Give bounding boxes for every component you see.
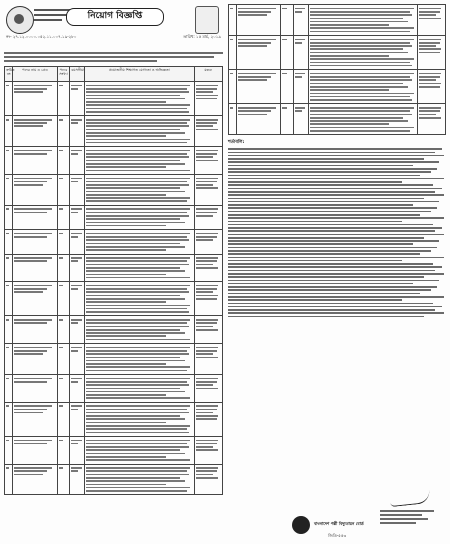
board-logo-icon — [6, 6, 34, 34]
table-row — [5, 282, 223, 316]
cell-qualification — [85, 116, 195, 147]
cell-post — [13, 205, 57, 229]
terms-section — [228, 139, 446, 317]
cell-age — [293, 35, 308, 69]
cell-serial — [229, 35, 237, 69]
cell-serial — [5, 254, 13, 282]
cell-remarks — [417, 5, 445, 36]
right-column — [228, 4, 446, 540]
table-row — [5, 230, 223, 254]
cell-serial — [5, 147, 13, 175]
cell-count — [57, 82, 70, 116]
cell-age — [293, 70, 308, 104]
cell-serial — [5, 205, 13, 229]
gd-number: জিডি-৫৫৩ — [328, 533, 347, 538]
cell-count — [281, 70, 294, 104]
cell-remarks — [194, 344, 222, 375]
table-row — [5, 344, 223, 375]
cell-qualification — [85, 205, 195, 229]
table-row — [229, 70, 446, 104]
table-row — [5, 374, 223, 402]
cell-qualification — [85, 82, 195, 116]
cell-count — [57, 147, 70, 175]
cell-remarks — [194, 116, 222, 147]
cell-age — [70, 254, 85, 282]
cell-post — [13, 436, 57, 464]
cell-serial — [5, 82, 13, 116]
notice-title: নিয়োগ বিজ্ঞপ্তি — [66, 8, 164, 26]
cell-post — [237, 104, 281, 135]
cell-serial — [229, 104, 237, 135]
cell-count — [57, 464, 70, 495]
cell-count — [57, 344, 70, 375]
cell-remarks — [194, 464, 222, 495]
memo-number: নং- ২৭.১২.০০০০.০৫২.১১.০০৭.১৯-২৮০ — [6, 34, 77, 39]
cell-age — [70, 174, 85, 205]
table-row — [5, 205, 223, 229]
cell-serial — [5, 174, 13, 205]
col-header-remarks: মন্তব্য — [194, 67, 222, 82]
table-row — [5, 116, 223, 147]
cell-post — [237, 70, 281, 104]
cell-remarks — [194, 205, 222, 229]
cell-age — [70, 230, 85, 254]
signature-block — [374, 490, 444, 530]
cell-remarks — [194, 254, 222, 282]
cell-qualification — [85, 147, 195, 175]
cell-remarks — [194, 316, 222, 344]
cell-age — [70, 464, 85, 495]
cell-qualification — [85, 436, 195, 464]
cell-post — [237, 35, 281, 69]
cell-age — [70, 82, 85, 116]
cell-count — [281, 5, 294, 36]
cell-qualification — [308, 5, 417, 36]
col-header-post: পদের নাম ও গ্রেড — [13, 67, 57, 82]
cell-count — [57, 116, 70, 147]
cell-post — [13, 282, 57, 316]
cell-remarks — [417, 70, 445, 104]
table-row — [229, 5, 446, 36]
cell-count — [57, 205, 70, 229]
cell-age — [293, 5, 308, 36]
notice-date: তারিখ: ১৫ মার্চ, ২০১৯ — [183, 34, 221, 39]
cell-count — [57, 436, 70, 464]
table-row — [229, 35, 446, 69]
cell-age — [70, 282, 85, 316]
cell-count — [57, 316, 70, 344]
cell-qualification — [85, 254, 195, 282]
cell-age — [70, 205, 85, 229]
cell-remarks — [194, 436, 222, 464]
cell-remarks — [417, 104, 445, 135]
col-header-qualification: প্রয়োজনীয় শিক্ষাগত যোগ্যতা ও অভিজ্ঞতা — [85, 67, 195, 82]
cell-count — [57, 402, 70, 436]
cell-post — [13, 374, 57, 402]
cell-count — [57, 254, 70, 282]
table-row — [5, 254, 223, 282]
cell-qualification — [85, 282, 195, 316]
cell-serial — [229, 70, 237, 104]
cell-serial — [5, 344, 13, 375]
cell-age — [70, 436, 85, 464]
table-row — [229, 104, 446, 135]
notice-header — [4, 4, 223, 50]
table-row — [5, 147, 223, 175]
cell-post — [13, 174, 57, 205]
cell-age — [70, 316, 85, 344]
cell-post — [13, 402, 57, 436]
cell-age — [70, 116, 85, 147]
cell-post — [13, 230, 57, 254]
cell-qualification — [85, 374, 195, 402]
cell-remarks — [194, 230, 222, 254]
cell-post — [13, 254, 57, 282]
cell-remarks — [194, 374, 222, 402]
org-name-line — [34, 14, 68, 16]
table-row — [5, 174, 223, 205]
cell-serial — [5, 464, 13, 495]
col-header-serial: ক্রমিক নং — [5, 67, 13, 82]
cell-age — [70, 147, 85, 175]
cell-count — [281, 35, 294, 69]
cell-age — [70, 402, 85, 436]
terms-title: শর্তাবলি: — [228, 140, 245, 146]
cell-remarks — [194, 402, 222, 436]
cell-post — [13, 344, 57, 375]
cell-serial — [5, 402, 13, 436]
cell-count — [281, 104, 294, 135]
intro-paragraph — [4, 52, 223, 62]
cell-post — [13, 116, 57, 147]
table-row — [5, 464, 223, 495]
cell-qualification — [85, 344, 195, 375]
cell-post — [13, 316, 57, 344]
mujib-emblem-icon — [195, 6, 219, 34]
cell-serial — [229, 5, 237, 36]
cell-qualification — [85, 174, 195, 205]
cell-post — [13, 147, 57, 175]
cell-age — [70, 374, 85, 402]
cell-qualification — [308, 70, 417, 104]
cell-serial — [5, 374, 13, 402]
table-row — [5, 82, 223, 116]
job-table-left — [4, 66, 223, 495]
cell-serial — [5, 282, 13, 316]
cell-qualification — [308, 35, 417, 69]
cell-count — [57, 282, 70, 316]
cell-remarks — [194, 147, 222, 175]
cell-remarks — [194, 174, 222, 205]
cell-age — [70, 344, 85, 375]
cell-post — [13, 82, 57, 116]
left-column — [4, 4, 223, 540]
table-row — [5, 436, 223, 464]
cell-count — [57, 174, 70, 205]
cell-qualification — [85, 464, 195, 495]
cell-serial — [5, 230, 13, 254]
cell-count — [57, 374, 70, 402]
cell-post — [237, 5, 281, 36]
col-header-age: বয়সসীমা — [70, 67, 85, 82]
table-header-row — [5, 67, 223, 82]
cell-qualification — [85, 230, 195, 254]
notice-footer — [228, 490, 446, 540]
table-row — [5, 316, 223, 344]
cell-serial — [5, 116, 13, 147]
col-header-count: পদের সংখ্যা — [57, 67, 70, 82]
cell-remarks — [417, 35, 445, 69]
cell-remarks — [194, 282, 222, 316]
cell-serial — [5, 436, 13, 464]
cell-count — [57, 230, 70, 254]
table-row — [5, 402, 223, 436]
signature-mark — [389, 490, 430, 507]
job-table-right — [228, 4, 446, 135]
cell-serial — [5, 316, 13, 344]
cell-post — [13, 464, 57, 495]
cell-qualification — [85, 402, 195, 436]
cell-remarks — [194, 82, 222, 116]
board-name: বাংলাদেশ পল্লী বিদ্যুতায়ন বোর্ড — [314, 521, 364, 526]
cell-qualification — [308, 104, 417, 135]
board-seal-icon — [292, 516, 310, 534]
cell-age — [293, 104, 308, 135]
org-name-line — [34, 19, 62, 21]
cell-qualification — [85, 316, 195, 344]
